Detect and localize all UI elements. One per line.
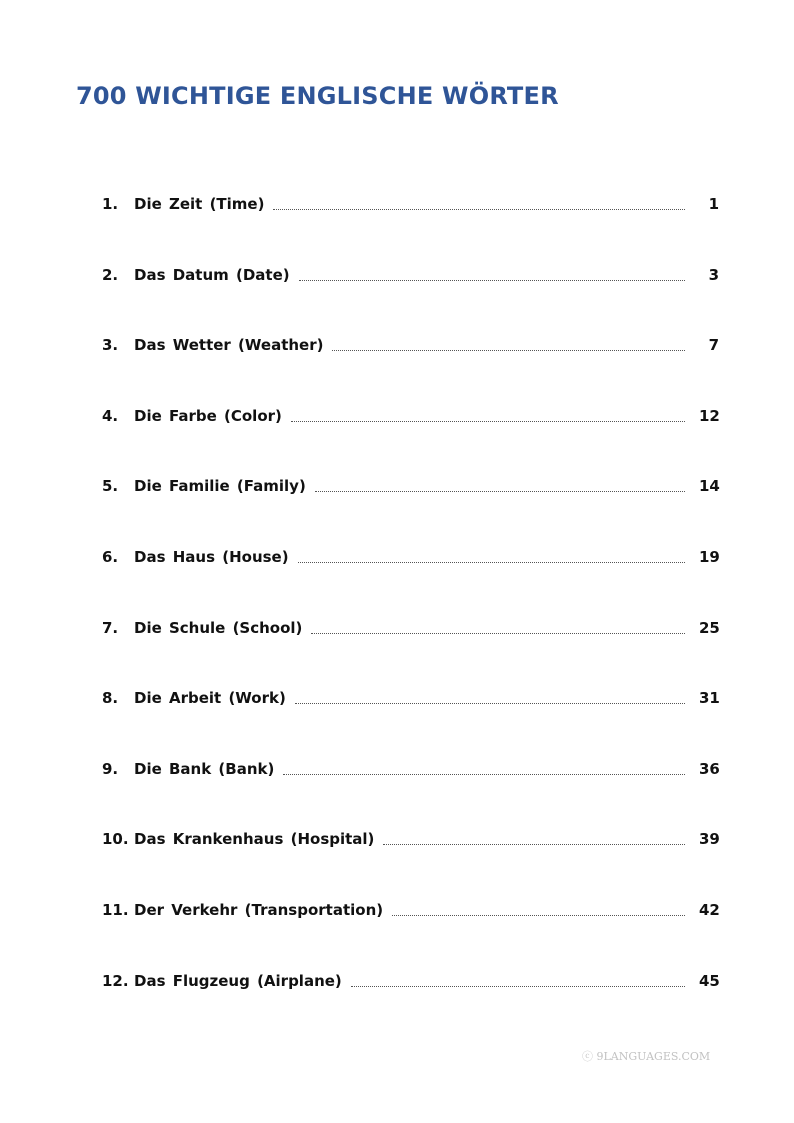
toc-entry-date[interactable] [102, 261, 719, 332]
toc-entry-label: Die Familie (Family) [134, 477, 306, 496]
table-of-contents [102, 190, 719, 1037]
toc-entry-number: 10. [102, 830, 129, 849]
dot-leader [351, 986, 685, 987]
toc-entry-number: 7. [102, 618, 119, 637]
toc-entry-number: 5. [102, 477, 119, 496]
toc-entry-label: Die Schule (School) [134, 618, 303, 637]
dot-leader [311, 633, 685, 634]
toc-entry-number: 8. [102, 689, 119, 708]
toc-entry-number: 6. [102, 547, 119, 566]
toc-entry-hospital[interactable] [102, 825, 719, 896]
toc-entry-color[interactable] [102, 402, 719, 473]
dot-leader [383, 844, 685, 845]
toc-entry-label: Das Haus (House) [134, 547, 289, 566]
toc-entry-page: 31 [699, 689, 720, 708]
dot-leader [295, 703, 685, 704]
toc-entry-page: 1 [708, 195, 719, 213]
toc-entry-bank[interactable] [102, 755, 719, 826]
copyright-watermark: ⓒ 9LANGUAGES.COM [582, 1050, 711, 1063]
toc-entry-label: Das Wetter (Weather) [134, 336, 324, 355]
toc-entry-label: Die Arbeit (Work) [134, 689, 286, 708]
toc-entry-airplane[interactable] [102, 967, 719, 1038]
toc-entry-page: 36 [699, 759, 720, 778]
toc-entry-weather[interactable] [102, 331, 719, 402]
dot-leader [273, 209, 685, 210]
toc-entry-page: 7 [708, 336, 719, 355]
toc-entry-page: 14 [699, 477, 720, 496]
dot-leader [291, 421, 685, 422]
toc-entry-number: 1. [102, 195, 119, 213]
toc-entry-school[interactable] [102, 614, 719, 685]
toc-entry-number: 4. [102, 406, 119, 425]
dot-leader [315, 491, 685, 492]
toc-entry-number: 2. [102, 265, 119, 284]
toc-entry-label: Das Krankenhaus (Hospital) [134, 830, 375, 849]
document-title: 700 WICHTIGE ENGLISCHE WÖRTER [76, 82, 559, 110]
dot-leader [299, 280, 685, 281]
toc-entry-number: 3. [102, 336, 119, 355]
toc-entry-label: Das Datum (Date) [134, 265, 290, 284]
dot-leader [298, 562, 685, 563]
toc-entry-family[interactable] [102, 472, 719, 543]
toc-entry-page: 45 [699, 971, 720, 990]
dot-leader [283, 774, 685, 775]
toc-entry-work[interactable] [102, 684, 719, 755]
toc-entry-label: Die Farbe (Color) [134, 406, 282, 425]
dot-leader [332, 350, 685, 351]
toc-entry-number: 12. [102, 971, 129, 990]
toc-entry-page: 3 [708, 265, 719, 284]
toc-entry-time[interactable] [102, 190, 719, 261]
toc-entry-label: Das Flugzeug (Airplane) [134, 971, 342, 990]
toc-entry-transportation[interactable] [102, 896, 719, 967]
toc-entry-page: 42 [699, 900, 720, 919]
dot-leader [392, 915, 685, 916]
toc-entry-page: 25 [699, 618, 720, 637]
toc-entry-label: Der Verkehr (Transportation) [134, 900, 384, 919]
toc-entry-page: 19 [699, 547, 720, 566]
toc-entry-page: 39 [699, 830, 720, 849]
toc-entry-house[interactable] [102, 543, 719, 614]
toc-entry-number: 11. [102, 900, 129, 919]
toc-entry-page: 12 [699, 406, 720, 425]
toc-entry-number: 9. [102, 759, 119, 778]
toc-entry-label: Die Bank (Bank) [134, 759, 275, 778]
toc-entry-label: Die Zeit (Time) [134, 195, 265, 213]
